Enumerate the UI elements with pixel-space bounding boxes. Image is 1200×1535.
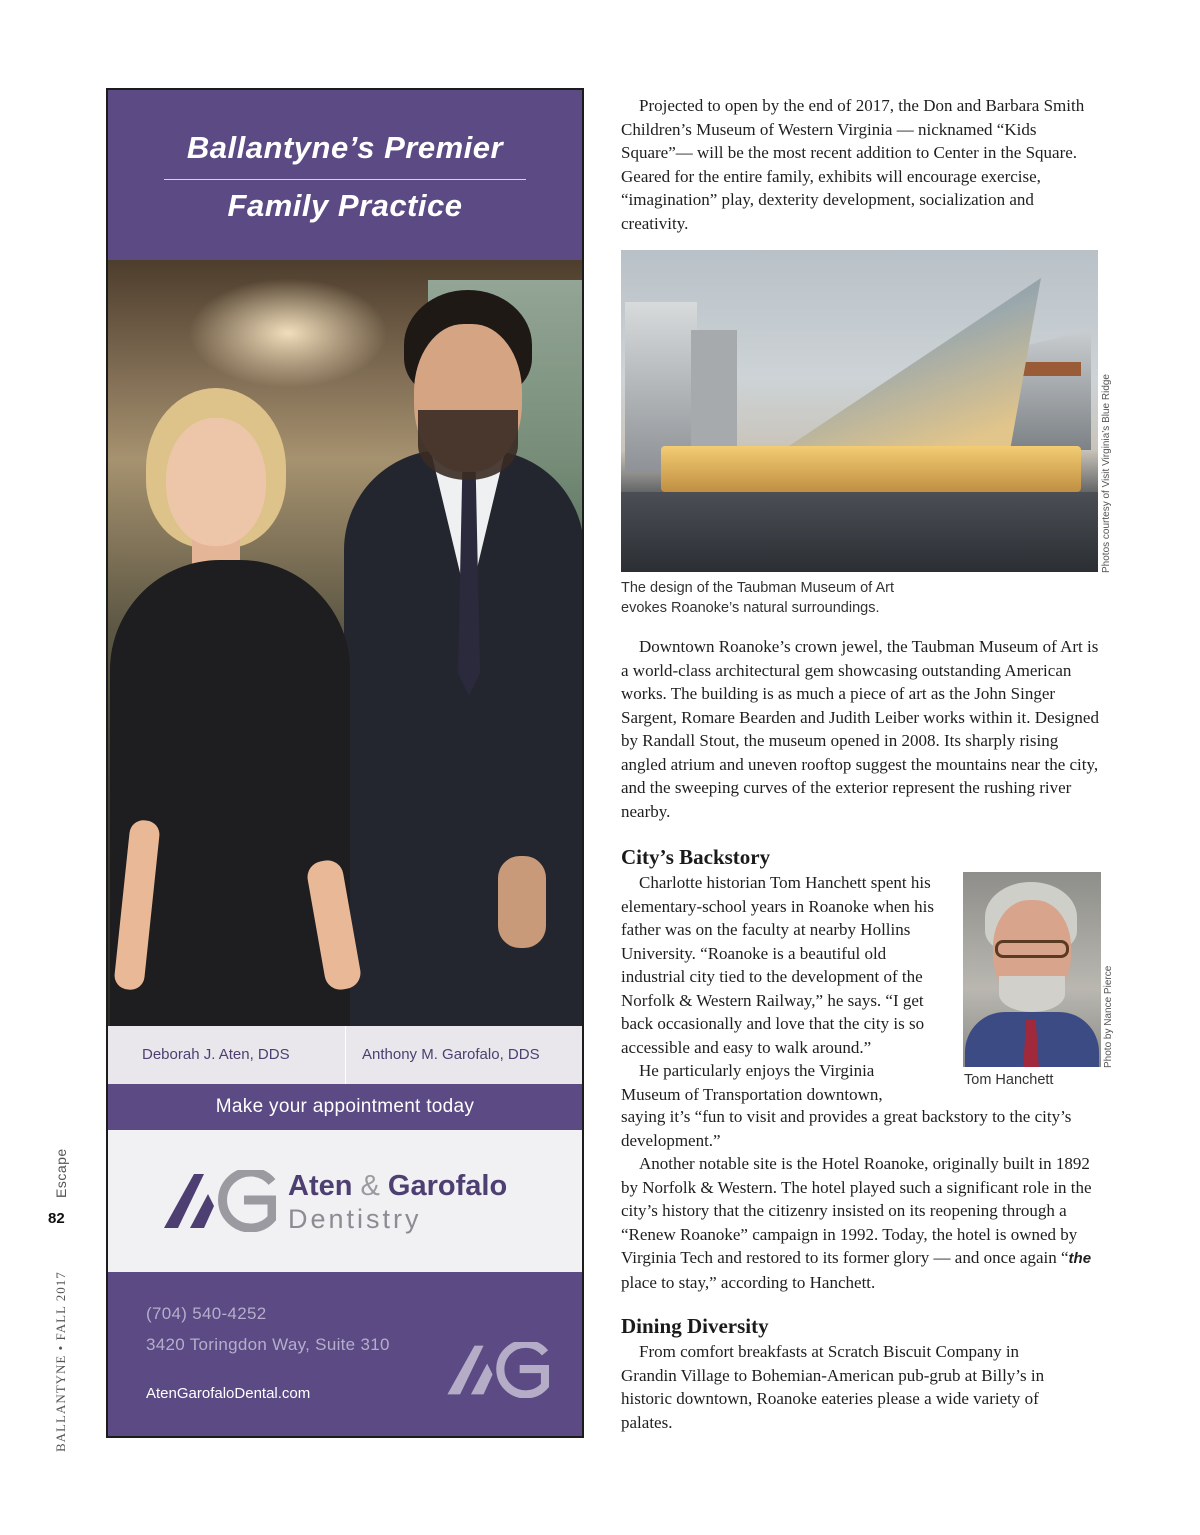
brand-name-a: Aten (288, 1170, 353, 1202)
tom-glasses (995, 940, 1069, 958)
paragraph-hanchett-2b: Museum of Transportation downtown, (621, 1084, 883, 1104)
doctor-names-bar (108, 1026, 582, 1084)
website-link[interactable]: AtenGarofaloDental.com (146, 1385, 311, 1402)
page-number: 82 (48, 1210, 65, 1227)
magazine-name: BALLANTYNE (53, 1354, 68, 1452)
paragraph-hanchett-2a: He particularly enjoys the Virginia (639, 1061, 875, 1080)
street-address: 3420 Toringdon Way, Suite 310 (146, 1335, 390, 1354)
brand-name (288, 1170, 507, 1203)
brand-name-b: Garofalo (387, 1170, 508, 1202)
paragraph-kids-square: Projected to open by the end of 2017, the Don and Barbara Smith Children’s Museum of Western Virginia — nicknamed “Kids Square”— will be the most recent addition to Center in the Square. Geared for the entire family, exhibits will encourage exercise, “imagination” play, dexterity development, socialization and creativity. (621, 96, 1085, 233)
ad-headline-line2: Family Practice (227, 188, 463, 223)
tom-photo-credit: Photo by Nance Pierce (1103, 965, 1114, 1068)
tom-caption: Tom Hanchett (964, 1072, 1054, 1088)
paragraph-hotel-roanoke (621, 1152, 1096, 1294)
heading-dining-diversity: Dining Diversity (621, 1314, 769, 1338)
paragraph-hanchett-2c: saying it’s “fun to visit and provides a great backstory to the city’s development.” (621, 1107, 1072, 1150)
ag-logo-icon (164, 1170, 276, 1232)
magazine-issue-label (53, 1271, 69, 1452)
paragraph-hanchett-1: Charlotte historian Tom Hanchett spent his elementary-school years in Roanoke when his father was on the faculty at nearby Hollins University. “Roanoke is a beautiful old industrial city tied to the development of the Norfolk & Western Railway,” he says. “I get back occasionally and love that the city is so accessible and easy to walk around.” (621, 873, 934, 1057)
taubman-museum-photo (621, 250, 1098, 572)
hotel-text-before: Another notable site is the Hotel Roanoke, originally built in 1892 by Norfolk & Western. The hotel played such a significant role in the city’s history that the citizenry insisted on its reopening through a “Renew Roanoke” campaign in 1992. Today, the hotel is owned by Virginia Tech and restored to its former glory — and once again “ (621, 1154, 1092, 1267)
paragraph-hanchett-intro (621, 871, 951, 1106)
doctor-name-left: Deborah J. Aten, DDS (142, 1046, 290, 1063)
brand-logo-area (108, 1130, 582, 1272)
ad-headline-line1: Ballantyne’s Premier (186, 130, 504, 165)
tom-beard (999, 976, 1065, 1012)
photo-lit-facade (661, 446, 1081, 492)
ad-headline-rule (164, 179, 526, 180)
photo-ceiling-light (188, 278, 388, 388)
ag-watermark-icon (444, 1342, 552, 1398)
doctor-name-right: Anthony M. Garofalo, DDS (362, 1046, 540, 1063)
man-beard (418, 410, 518, 480)
photo-street (621, 492, 1098, 572)
section-label: Escape (53, 1148, 69, 1198)
contact-block (108, 1272, 582, 1436)
hotel-text-after: place to stay,” according to Hanchett. (621, 1272, 876, 1292)
museum-photo-credit: Photos courtesy of Visit Virginia’s Blue Ridge (1101, 374, 1112, 573)
appointment-cta: Make your appointment today (108, 1084, 582, 1130)
brand-ampersand: & (360, 1170, 380, 1202)
museum-caption (621, 578, 1041, 618)
tom-hanchett-photo (963, 872, 1101, 1067)
museum-caption-line1: The design of the Taubman Museum of Art (621, 580, 894, 596)
hotel-emphasis: the (1068, 1250, 1092, 1267)
dentists-photo (108, 260, 582, 1026)
woman-face (166, 418, 266, 546)
man-hand (498, 856, 546, 948)
brand-subtitle: Dentistry (288, 1204, 422, 1234)
paragraph-taubman: Downtown Roanoke’s crown jewel, the Taubman Museum of Art is a world-class architectural gem showcasing outstanding American works. The building is as much a piece of art as the John Singer Sargent, Romare Bearden and Judith Leiber works within it. Designed by Randall Stout, the museum opened in 2008. Its sharply rising angled atrium and uneven rooftop suggest the mountains near the city, and the sweeping curves of the exterior represent the rushing river nearby. (621, 637, 1099, 821)
museum-caption-line2: evokes Roanoke’s natural surroundings. (621, 600, 880, 616)
phone-number: (704) 540-4252 (146, 1304, 267, 1323)
names-divider (345, 1026, 346, 1084)
dentistry-advertisement (106, 88, 584, 1438)
heading-citys-backstory: City’s Backstory (621, 845, 771, 869)
paragraph-dining: From comfort breakfasts at Scratch Biscuit Company in Grandin Village to Bohemian-American pub-grub at Billy’s in historic downtown, Roanoke eateries please a wide variety of palates. (621, 1342, 1045, 1432)
ad-headline (108, 90, 582, 260)
issue-name: FALL 2017 (53, 1271, 68, 1341)
folio-separator: • (53, 1344, 68, 1351)
